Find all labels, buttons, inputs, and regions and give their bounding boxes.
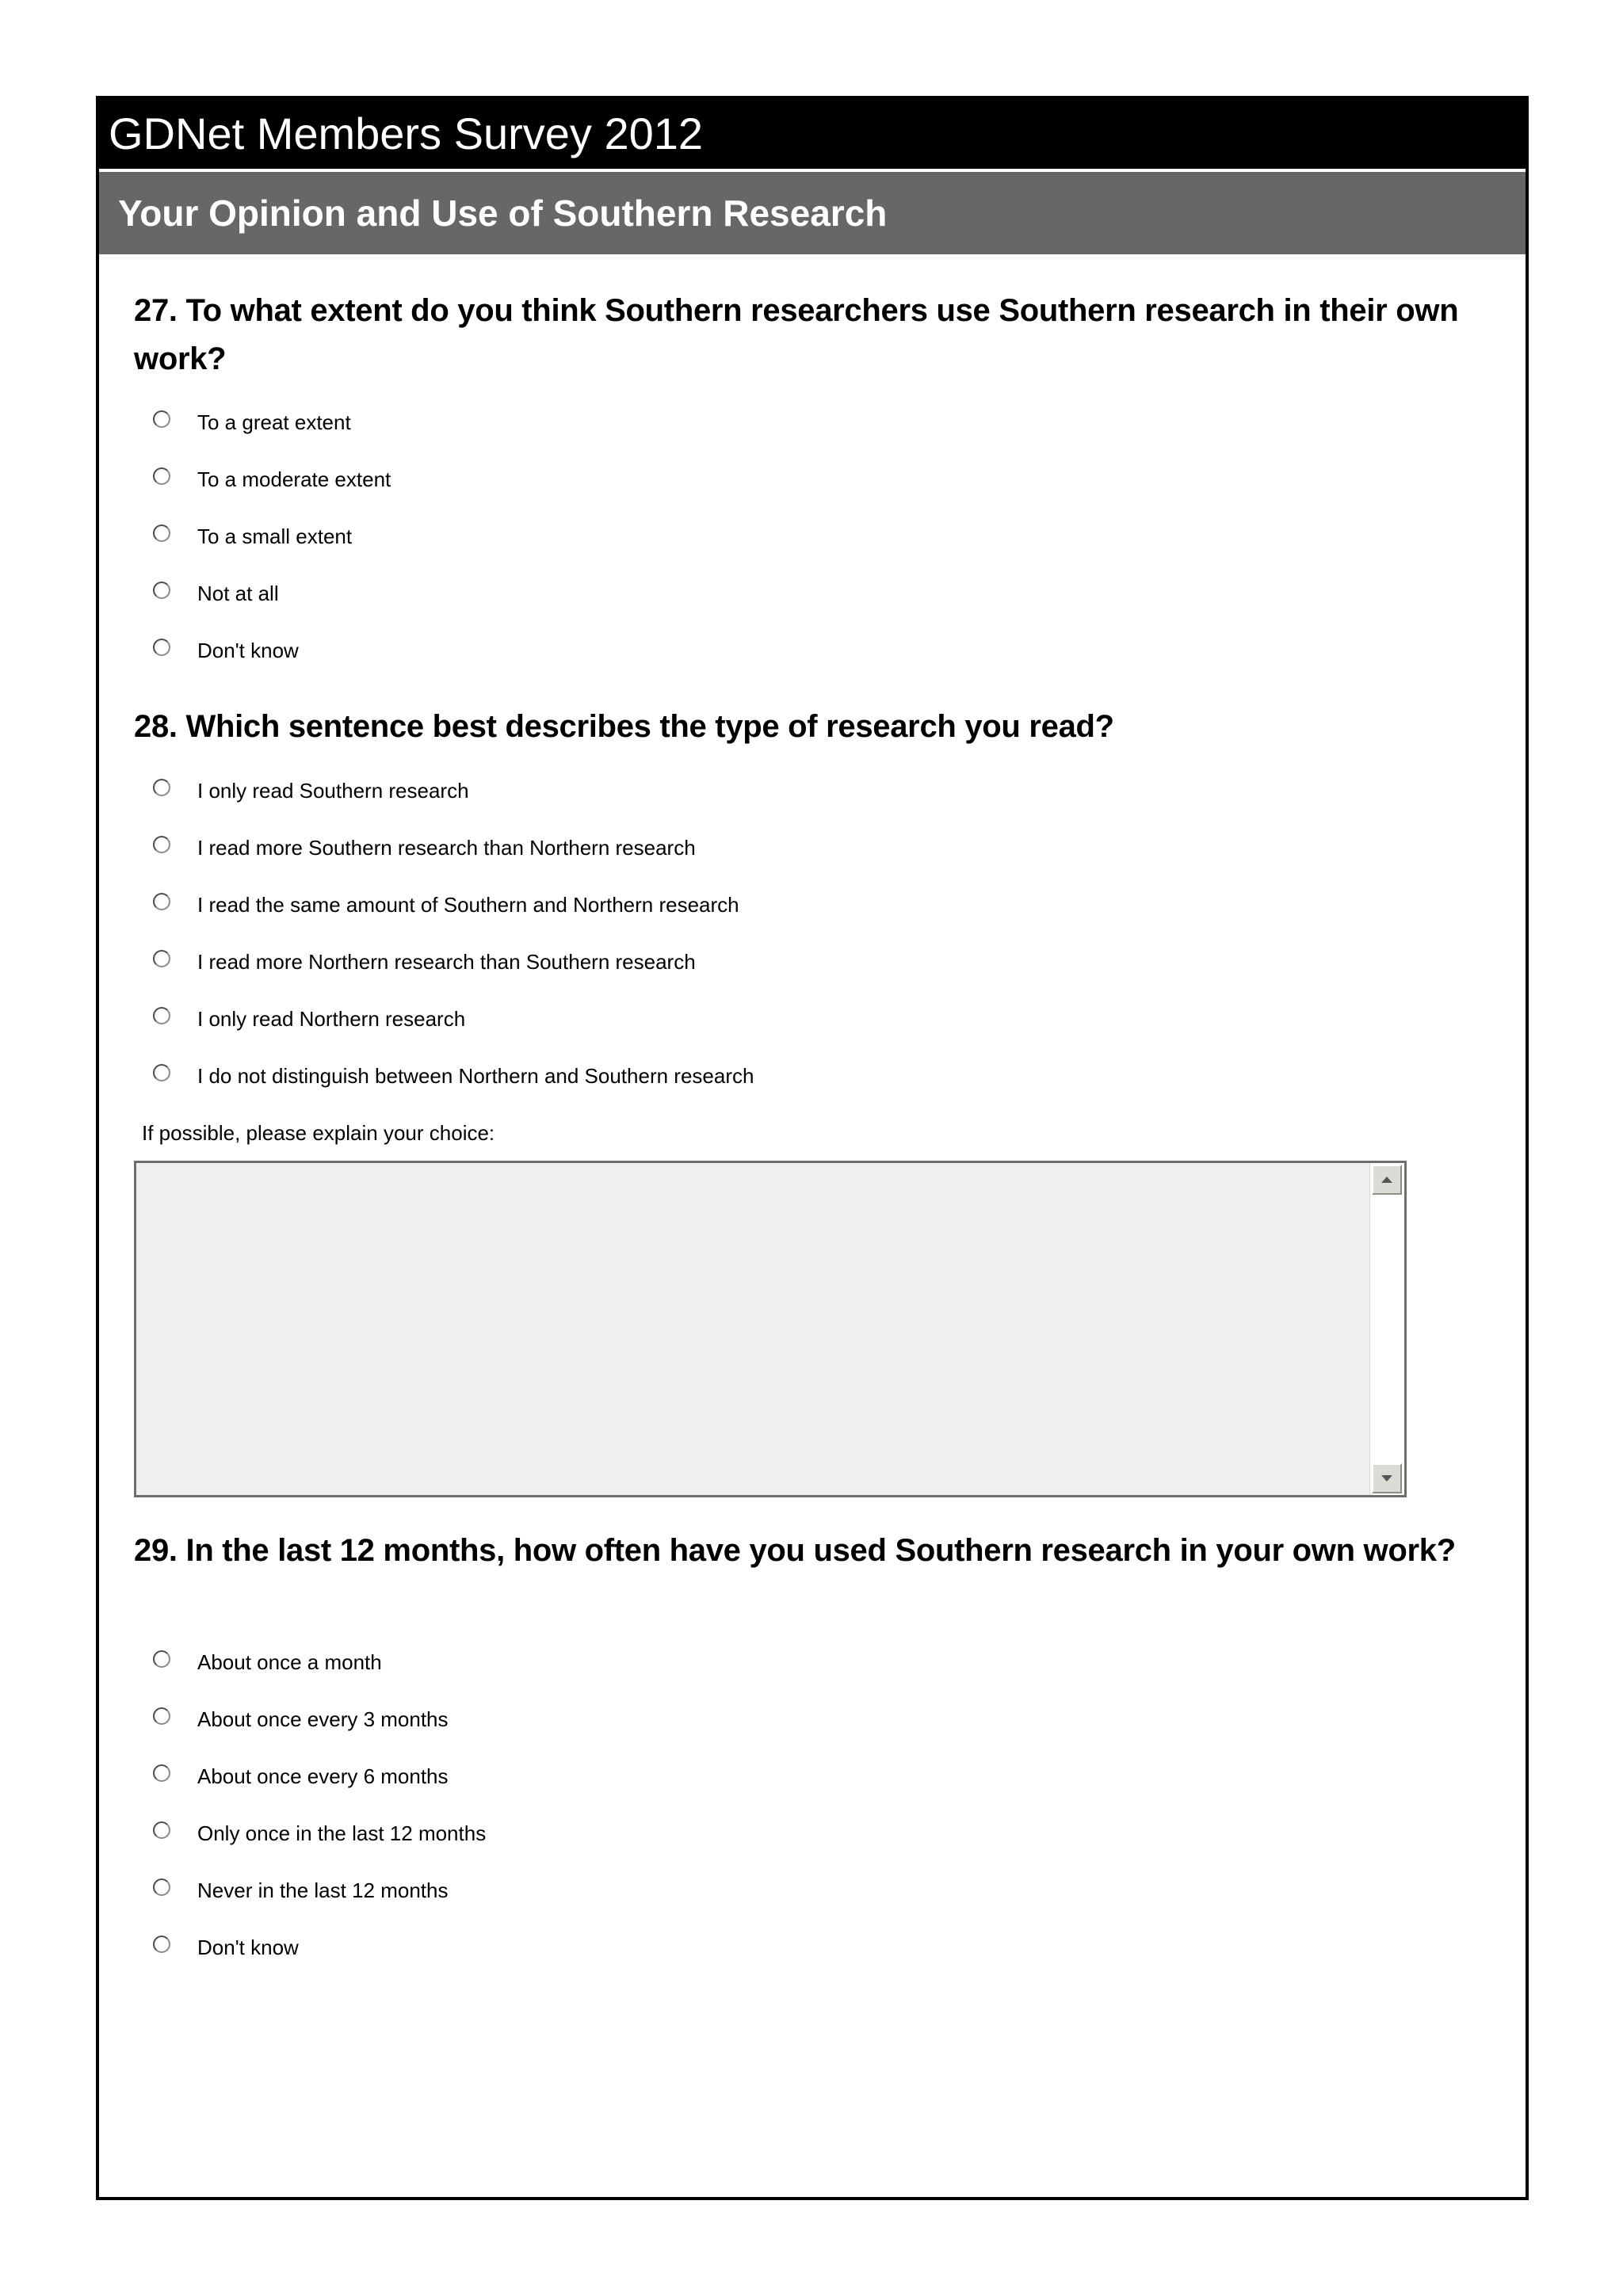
arrow-down-icon xyxy=(1381,1475,1392,1482)
option-label: I only read Northern research xyxy=(197,1006,466,1031)
option-label: To a great extent xyxy=(197,410,351,434)
option-label: Never in the last 12 months xyxy=(197,1878,449,1902)
question-28-text: 28. Which sentence best describes the type of research you read? xyxy=(134,709,1114,744)
q29-option-once-in-12-months[interactable] xyxy=(153,1817,486,1849)
option-label: Don't know xyxy=(197,1935,299,1959)
question-27-text: 27. To what extent do you think Southern researchers use Southern research in their own work? xyxy=(134,293,1459,376)
q28-option-no-distinction[interactable] xyxy=(153,1060,754,1092)
q29-option-every-6-months[interactable] xyxy=(153,1760,449,1792)
option-label: Only once in the last 12 months xyxy=(197,1821,487,1845)
radio-button-icon[interactable] xyxy=(153,582,170,599)
survey-title: GDNet Members Survey 2012 xyxy=(99,99,1526,169)
q28-option-same-amount[interactable] xyxy=(153,889,739,921)
option-label: I read the same amount of Southern and Northern research xyxy=(197,892,739,917)
option-label: I only read Southern research xyxy=(197,778,469,803)
radio-button-icon[interactable] xyxy=(153,467,170,485)
radio-button-icon[interactable] xyxy=(153,524,170,542)
q27-option-small-extent[interactable] xyxy=(153,521,352,552)
radio-button-icon[interactable] xyxy=(153,639,170,656)
radio-button-icon[interactable] xyxy=(153,779,170,796)
radio-button-icon[interactable] xyxy=(153,893,170,910)
radio-button-icon[interactable] xyxy=(153,836,170,853)
explain-choice-textarea-container xyxy=(134,1161,1407,1497)
explain-choice-label: If possible, please explain your choice: xyxy=(142,1121,495,1145)
option-label: I read more Southern research than Northern research xyxy=(197,835,696,860)
q27-option-dont-know[interactable] xyxy=(153,635,299,666)
option-label: About once every 3 months xyxy=(197,1707,449,1731)
question-29-text: 29. In the last 12 months, how often have you used Southern research in your own work? xyxy=(134,1533,1456,1568)
option-label: I do not distinguish between Northern and Southern research xyxy=(197,1063,754,1088)
radio-button-icon[interactable] xyxy=(153,1064,170,1081)
radio-button-icon[interactable] xyxy=(153,1007,170,1024)
textarea-scrollbar[interactable] xyxy=(1369,1163,1404,1495)
radio-button-icon[interactable] xyxy=(153,1878,170,1896)
q28-option-more-northern[interactable] xyxy=(153,946,696,978)
option-label: Don't know xyxy=(197,638,299,662)
q29-option-never[interactable] xyxy=(153,1875,449,1906)
scroll-down-button[interactable] xyxy=(1372,1463,1402,1493)
option-label: To a small extent xyxy=(197,524,353,548)
survey-page-frame xyxy=(96,96,1529,2200)
q29-option-every-3-months[interactable] xyxy=(153,1703,449,1735)
option-label: To a moderate extent xyxy=(197,467,391,491)
q28-option-more-southern[interactable] xyxy=(153,832,696,864)
radio-button-icon[interactable] xyxy=(153,1650,170,1668)
arrow-up-icon xyxy=(1381,1177,1392,1183)
option-label: About once every 6 months xyxy=(197,1764,449,1788)
q27-option-moderate-extent[interactable] xyxy=(153,463,391,495)
q27-option-great-extent[interactable] xyxy=(153,406,351,438)
option-label: About once a month xyxy=(197,1650,382,1674)
q27-option-not-at-all[interactable] xyxy=(153,578,279,609)
radio-button-icon[interactable] xyxy=(153,1764,170,1782)
q28-option-only-northern[interactable] xyxy=(153,1003,465,1035)
radio-button-icon[interactable] xyxy=(153,1707,170,1725)
q28-option-only-southern[interactable] xyxy=(153,775,469,807)
option-label: I read more Northern research than Southern research xyxy=(197,949,696,974)
q29-option-dont-know[interactable] xyxy=(153,1932,299,1963)
option-label: Not at all xyxy=(197,581,279,605)
scroll-up-button[interactable] xyxy=(1372,1165,1402,1195)
radio-button-icon[interactable] xyxy=(153,950,170,967)
section-title: Your Opinion and Use of Southern Research xyxy=(99,170,1526,254)
radio-button-icon[interactable] xyxy=(153,1936,170,1953)
radio-button-icon[interactable] xyxy=(153,410,170,428)
explain-choice-textarea[interactable] xyxy=(136,1163,1369,1495)
q29-option-once-a-month[interactable] xyxy=(153,1646,382,1678)
radio-button-icon[interactable] xyxy=(153,1821,170,1839)
